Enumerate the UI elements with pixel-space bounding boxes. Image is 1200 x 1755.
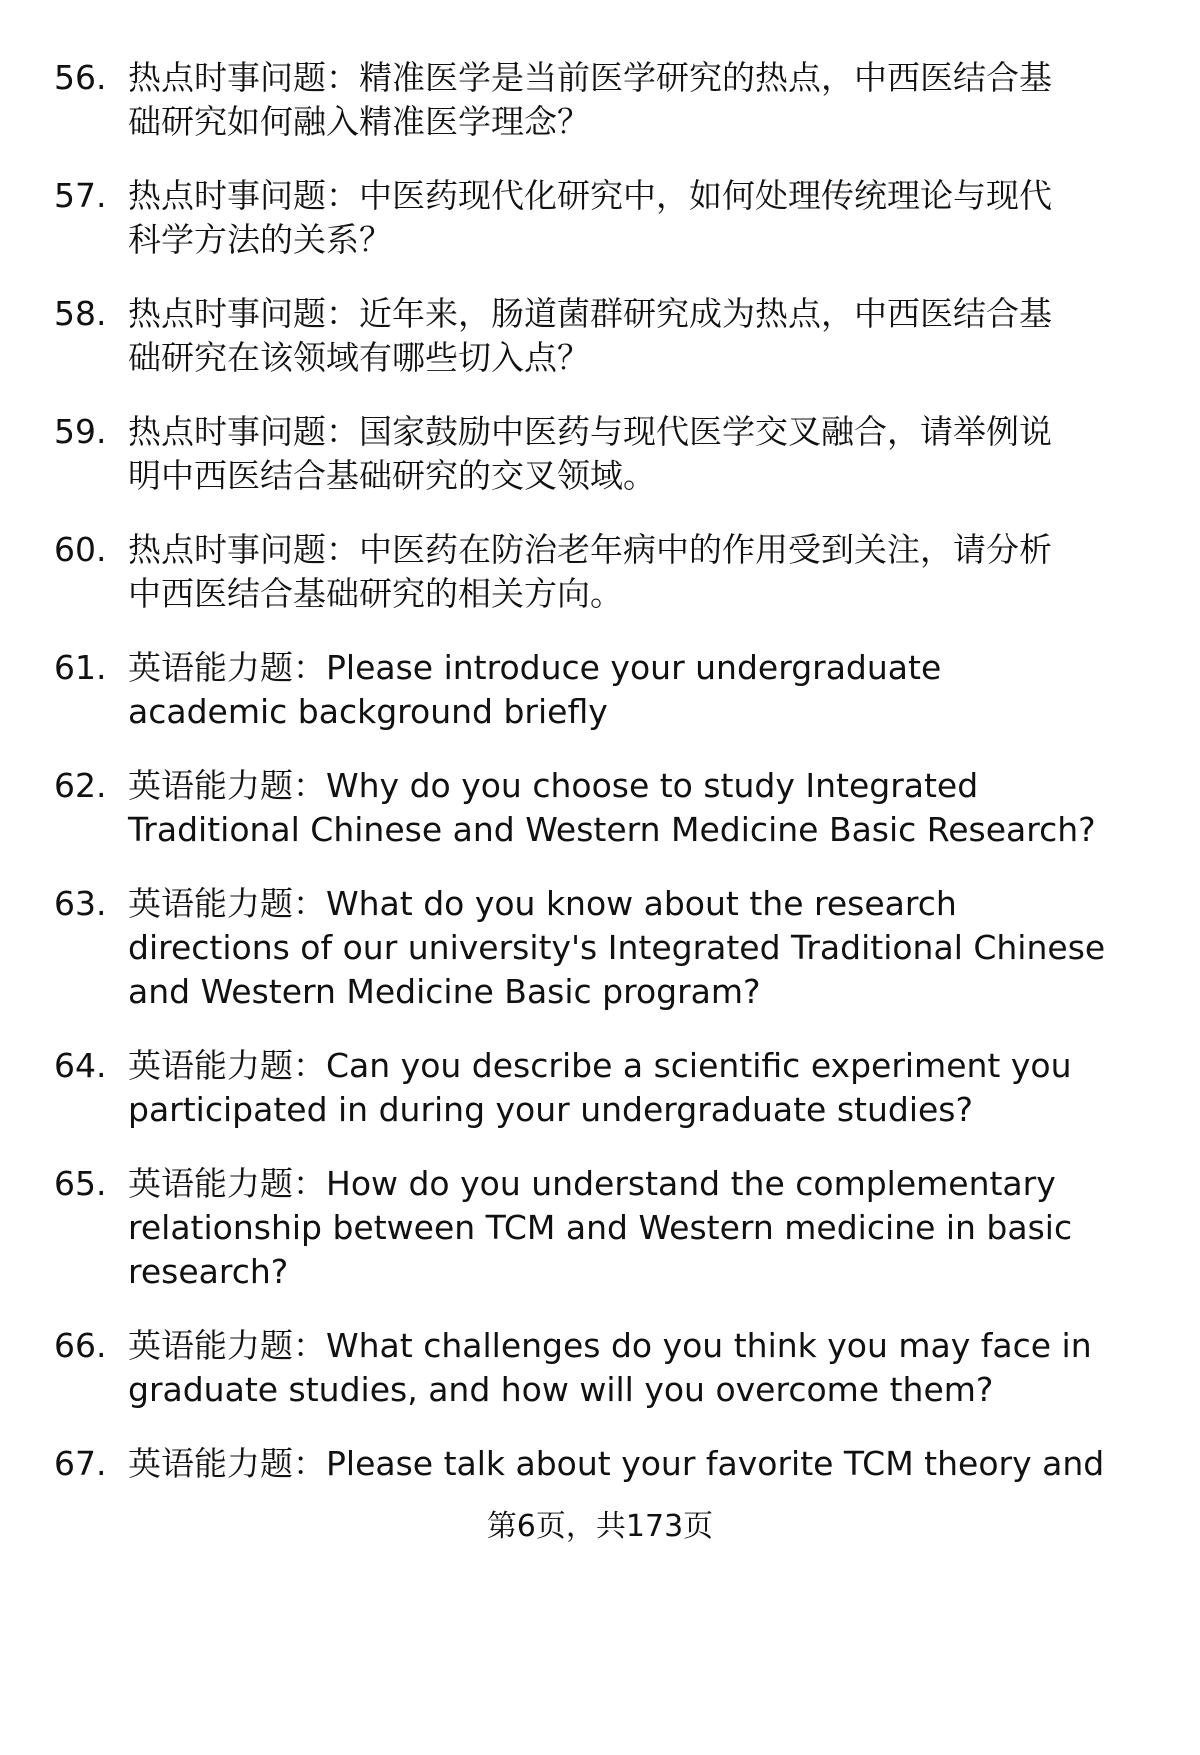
question-number: 65. bbox=[54, 1164, 107, 1203]
question-text-line: 英语能力题：What challenges do you think you may face in bbox=[128, 1326, 1092, 1365]
question-number: 59. bbox=[54, 412, 107, 451]
question-item bbox=[0, 1324, 1200, 1412]
question-text-line: 英语能力题：Why do you choose to study Integrated bbox=[128, 766, 979, 805]
question-text-line: 英语能力题：What do you know about the research bbox=[128, 884, 957, 923]
question-item bbox=[0, 882, 1200, 1014]
question-number: 61. bbox=[54, 648, 107, 687]
question-text-line: 础研究在该领域有哪些切入点？ bbox=[128, 338, 590, 377]
question-text-line: 英语能力题：Please introduce your undergraduate bbox=[128, 648, 942, 687]
question-item bbox=[0, 1162, 1200, 1294]
question-text-line: participated in during your undergraduate studies? bbox=[128, 1090, 974, 1129]
question-text-line: Traditional Chinese and Western Medicine Basic Research? bbox=[128, 810, 1096, 849]
question-number: 56. bbox=[54, 58, 107, 97]
question-text-line: 热点时事问题：中医药在防治老年病中的作用受到关注，请分析 bbox=[128, 530, 1052, 569]
question-item bbox=[0, 292, 1200, 380]
question-item bbox=[0, 764, 1200, 852]
question-text-line: 英语能力题：Can you describe a scientific experiment you bbox=[128, 1046, 1072, 1085]
question-text-line: academic background briefly bbox=[128, 692, 608, 731]
question-number: 62. bbox=[54, 766, 107, 805]
question-number: 63. bbox=[54, 884, 107, 923]
question-number: 66. bbox=[54, 1326, 107, 1365]
question-text-line: directions of our university's Integrated Traditional Chinese bbox=[128, 928, 1106, 967]
question-text-line: 明中西医结合基础研究的交叉领域。 bbox=[128, 456, 656, 495]
question-item bbox=[0, 646, 1200, 734]
question-text-line: 热点时事问题：精准医学是当前医学研究的热点，中西医结合基 bbox=[128, 58, 1052, 97]
question-number: 64. bbox=[54, 1046, 107, 1085]
question-item bbox=[0, 56, 1200, 144]
question-number: 58. bbox=[54, 294, 107, 333]
question-text-line: research? bbox=[128, 1252, 289, 1291]
question-text-line: graduate studies, and how will you overcome them? bbox=[128, 1370, 994, 1409]
page-footer: 第6页，共173页 bbox=[486, 1509, 714, 1544]
question-text-line: relationship between TCM and Western medicine in basic bbox=[128, 1208, 1073, 1247]
question-text-line: 础研究如何融入精准医学理念？ bbox=[128, 102, 590, 141]
question-text-line: and Western Medicine Basic program? bbox=[128, 972, 761, 1011]
question-number: 57. bbox=[54, 176, 107, 215]
question-text-line: 热点时事问题：近年来，肠道菌群研究成为热点，中西医结合基 bbox=[128, 294, 1052, 333]
question-item bbox=[0, 1044, 1200, 1132]
question-text-line: 英语能力题：How do you understand the complementary bbox=[128, 1164, 1056, 1203]
question-number: 60. bbox=[54, 530, 107, 569]
question-text-line: 英语能力题：Please talk about your favorite TCM theory and bbox=[128, 1444, 1105, 1483]
question-number: 67. bbox=[54, 1444, 107, 1483]
question-item bbox=[0, 1442, 1200, 1486]
question-text-line: 科学方法的关系？ bbox=[128, 220, 392, 259]
question-item bbox=[0, 174, 1200, 262]
question-text-line: 热点时事问题：国家鼓励中医药与现代医学交叉融合，请举例说 bbox=[128, 412, 1052, 451]
question-text-line: 热点时事问题：中医药现代化研究中，如何处理传统理论与现代 bbox=[128, 176, 1052, 215]
question-item bbox=[0, 410, 1200, 498]
question-list bbox=[0, 56, 1200, 1516]
question-item bbox=[0, 528, 1200, 616]
question-text-line: 中西医结合基础研究的相关方向。 bbox=[128, 574, 623, 613]
